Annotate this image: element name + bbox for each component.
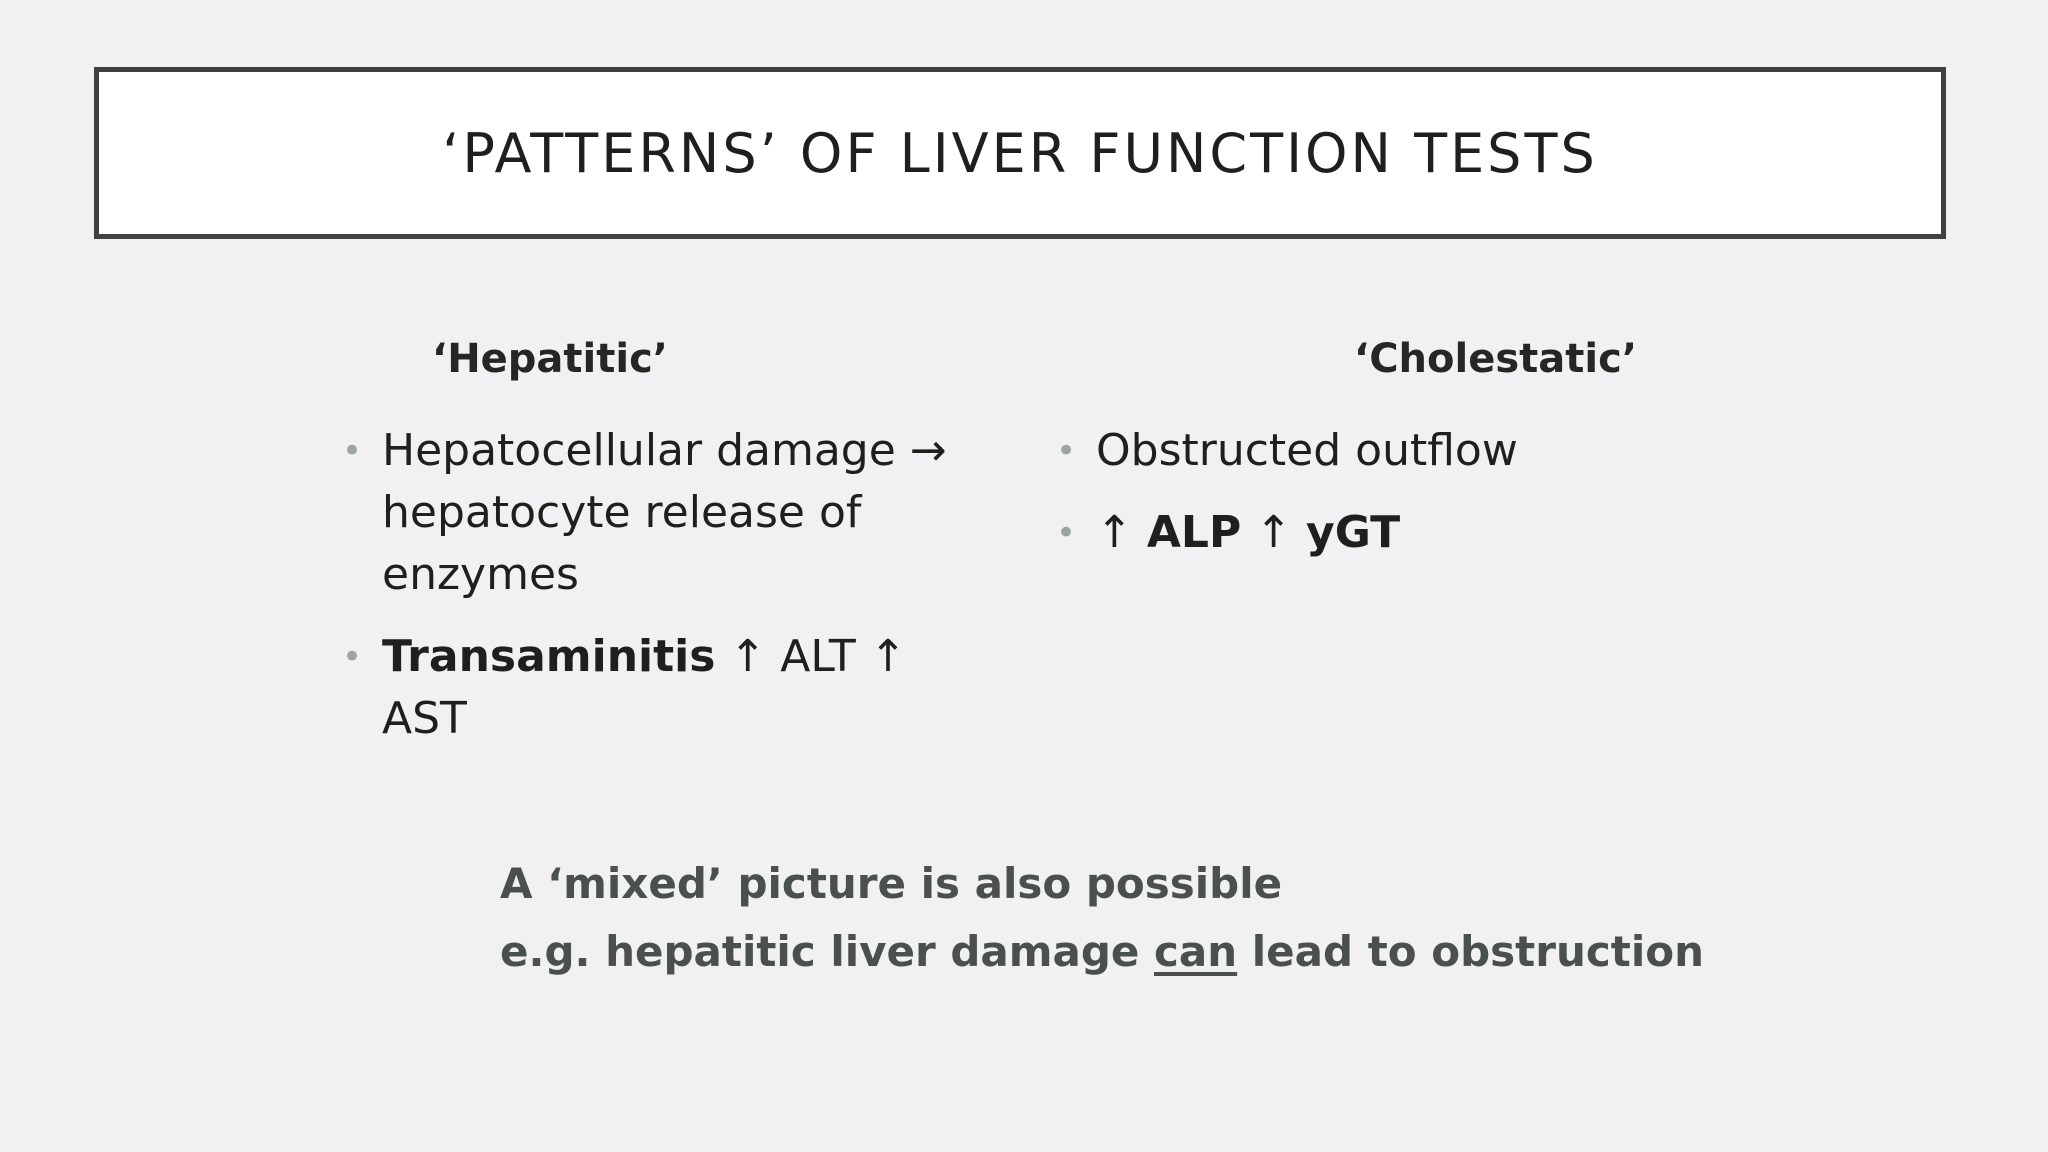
cholestatic-bullet-1-text: Obstructed outflow	[1096, 425, 1518, 476]
bullet-dot-icon: •	[342, 637, 363, 677]
alt-ast-text: ↑ ALT ↑ AST	[382, 631, 907, 744]
title-box	[94, 67, 1946, 239]
note-underlined-can: can	[1154, 927, 1238, 976]
up-arrow-2: ↑	[1241, 507, 1307, 558]
hepatitic-bullet-1-line1: Hepatocellular damage →	[382, 425, 947, 476]
hepatitic-heading: ‘Hepatitic’	[432, 336, 668, 382]
note-line-2	[500, 918, 1704, 986]
hepatitic-bullet-1	[342, 420, 982, 606]
hepatitic-bullet-list	[342, 420, 982, 770]
hepatitic-bullet-1-line2: hepatocyte release of	[382, 487, 862, 538]
slide-title: ‘PATTERNS’ OF LIVER FUNCTION TESTS	[442, 121, 1598, 185]
transaminitis-label: Transaminitis	[382, 631, 716, 682]
ygt-label: yGT	[1306, 507, 1401, 558]
cholestatic-heading: ‘Cholestatic’	[1354, 336, 1638, 382]
cholestatic-bullet-1	[1056, 420, 1816, 482]
note-line-2-pre: e.g. hepatitic liver damage	[500, 927, 1155, 976]
bullet-dot-icon: •	[1056, 513, 1077, 553]
alp-label: ALP	[1146, 507, 1242, 558]
bullet-dot-icon: •	[342, 431, 363, 471]
mixed-picture-note	[500, 850, 1704, 986]
hepatitic-bullet-1-line3: enzymes	[382, 549, 579, 600]
note-line-2-post: lead to obstruction	[1237, 927, 1704, 976]
bullet-dot-icon: •	[1056, 431, 1077, 471]
cholestatic-bullet-list	[1056, 420, 1816, 584]
cholestatic-bullet-2	[1056, 502, 1816, 564]
up-arrow-1: ↑	[1096, 507, 1147, 558]
hepatitic-bullet-2	[342, 626, 982, 750]
note-line-1: A ‘mixed’ picture is also possible	[500, 859, 1283, 908]
